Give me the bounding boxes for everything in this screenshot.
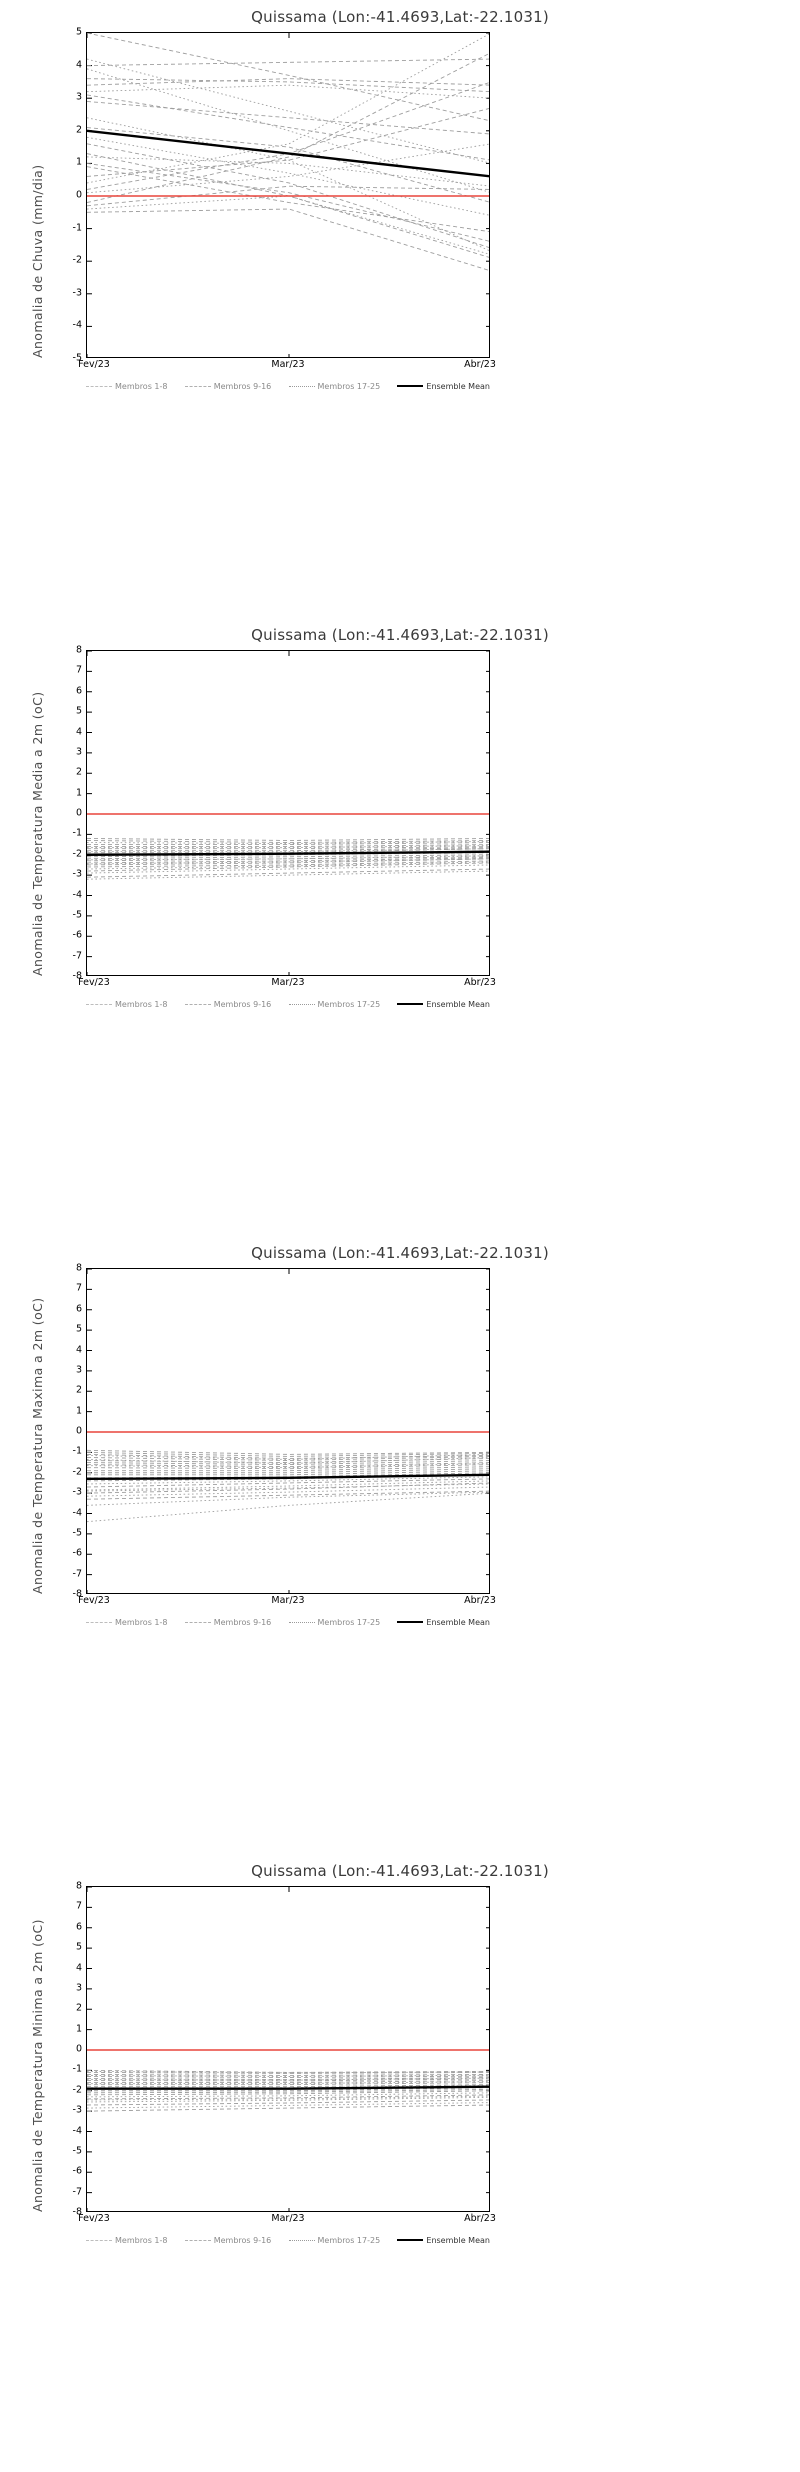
- y-axis-label: Anomalia de Chuva (mm/dia): [30, 164, 45, 358]
- y-tick-label: 1: [75, 787, 82, 799]
- legend-label: Membros 17-25: [317, 999, 381, 1009]
- legend-item-ensemble-mean: [397, 1000, 490, 1009]
- y-axis-label: Anomalia de Temperatura Minima a 2m (oC): [30, 1919, 45, 2212]
- x-tick-label: Abr/23: [464, 1595, 496, 1606]
- y-tick-label: -7: [72, 950, 82, 962]
- legend-item-membros-1-8: [86, 2236, 167, 2245]
- legend-label: Membros 9-16: [213, 381, 272, 391]
- axes-frame: [86, 32, 490, 358]
- panel-tmax-anomaly: [0, 1236, 800, 1854]
- legend-line-icon: [289, 2240, 315, 2241]
- legend-label: Membros 17-25: [317, 1617, 381, 1627]
- plot-area: [86, 32, 490, 358]
- plot-area: [86, 650, 490, 976]
- legend: [86, 2232, 490, 2248]
- y-tick-label: 8: [75, 1262, 82, 1274]
- legend-line-icon: [185, 1004, 211, 1005]
- y-tick-labels: [56, 644, 82, 982]
- y-tick-label: -4: [72, 889, 82, 900]
- y-tick-label: 4: [75, 726, 82, 737]
- legend-label: Membros 17-25: [317, 2235, 381, 2245]
- panel-tmean-anomaly: [0, 618, 800, 1236]
- y-tick-label: 7: [75, 664, 82, 676]
- legend-label: Ensemble Mean: [426, 999, 490, 1009]
- y-tick-label: 3: [75, 746, 82, 758]
- y-tick-label: -3: [72, 287, 82, 299]
- legend-item-membros-9-16: [185, 1000, 272, 1009]
- y-tick-label: 5: [75, 705, 82, 717]
- series-lines: [87, 651, 490, 976]
- x-tick-label: Mar/23: [271, 977, 305, 988]
- legend-item-membros-1-8: [86, 382, 167, 391]
- y-tick-label: 2: [75, 766, 82, 778]
- legend-line-icon: [397, 385, 423, 387]
- x-tick-labels: [78, 2212, 496, 2228]
- x-tick-label: Abr/23: [464, 2213, 496, 2224]
- y-tick-label: 6: [75, 1303, 82, 1315]
- legend-line-icon: [397, 1003, 423, 1005]
- y-tick-label: 4: [75, 59, 82, 71]
- y-tick-label: -3: [72, 1486, 82, 1498]
- legend-label: Membros 9-16: [213, 1617, 272, 1627]
- y-tick-label: 1: [75, 1405, 82, 1417]
- legend-label: Membros 9-16: [213, 2235, 272, 2245]
- legend-item-membros-1-8: [86, 1000, 167, 1009]
- y-tick-label: -3: [72, 2104, 82, 2116]
- y-tick-label: 6: [75, 1921, 82, 1933]
- y-tick-label: 1: [75, 2023, 82, 2035]
- y-tick-label: -5: [72, 2145, 82, 2157]
- y-tick-label: 7: [75, 1900, 82, 1912]
- y-axis-label: Anomalia de Temperatura Maxima a 2m (oC): [30, 1297, 45, 1594]
- x-tick-label: Fev/23: [78, 1595, 110, 1606]
- plot-area: [86, 1886, 490, 2212]
- legend-item-ensemble-mean: [397, 382, 490, 391]
- y-tick-label: -5: [72, 909, 82, 921]
- legend-line-icon: [289, 386, 315, 387]
- legend: [86, 996, 490, 1012]
- y-tick-label: 3: [75, 1364, 82, 1376]
- y-tick-label: -4: [72, 1507, 82, 1518]
- legend-label: Ensemble Mean: [426, 2235, 490, 2245]
- legend: [86, 1614, 490, 1630]
- legend-item-membros-17-25: [289, 2236, 381, 2245]
- y-tick-label: 8: [75, 1880, 82, 1892]
- y-axis-label: Anomalia de Temperatura Media a 2m (oC): [30, 691, 45, 976]
- y-tick-label: -2: [72, 1466, 82, 1478]
- legend-item-membros-17-25: [289, 1618, 381, 1627]
- legend-line-icon: [185, 386, 211, 387]
- legend-item-membros-17-25: [289, 1000, 381, 1009]
- legend-line-icon: [185, 1622, 211, 1623]
- legend-item-ensemble-mean: [397, 1618, 490, 1627]
- y-tick-label: 5: [75, 1323, 82, 1335]
- y-tick-label: -2: [72, 254, 82, 266]
- x-tick-label: Abr/23: [464, 359, 496, 370]
- y-tick-label: -5: [72, 352, 82, 364]
- series-lines: [87, 1887, 490, 2212]
- legend-line-icon: [86, 2240, 112, 2241]
- x-tick-label: Fev/23: [78, 977, 110, 988]
- legend-item-membros-17-25: [289, 382, 381, 391]
- y-tick-label: -1: [72, 2063, 82, 2075]
- legend-label: Membros 9-16: [213, 999, 272, 1009]
- legend-label: Membros 1-8: [115, 999, 168, 1009]
- y-tick-label: -6: [72, 929, 82, 941]
- series-lines: [87, 1269, 490, 1594]
- y-tick-label: 6: [75, 685, 82, 697]
- y-tick-label: 5: [75, 26, 82, 38]
- page-title: Quissama (Lon:-41.4693,Lat:-22.1031): [251, 1862, 549, 1880]
- y-tick-label: -1: [72, 1445, 82, 1457]
- y-tick-label: -4: [72, 2125, 82, 2136]
- page-title: Quissama (Lon:-41.4693,Lat:-22.1031): [251, 1244, 549, 1262]
- legend-label: Membros 17-25: [317, 381, 381, 391]
- y-tick-label: -6: [72, 2165, 82, 2177]
- y-tick-label: -5: [72, 1527, 82, 1539]
- legend-line-icon: [86, 386, 112, 387]
- series-lines: [87, 33, 490, 358]
- x-tick-label: Mar/23: [271, 1595, 305, 1606]
- y-tick-label: 3: [75, 91, 82, 103]
- x-tick-labels: [78, 1594, 496, 1610]
- y-tick-label: -3: [72, 868, 82, 880]
- page-title: Quissama (Lon:-41.4693,Lat:-22.1031): [251, 626, 549, 644]
- y-tick-label: 2: [75, 2002, 82, 2014]
- legend-item-membros-9-16: [185, 382, 272, 391]
- y-tick-label: -8: [72, 2206, 82, 2218]
- x-tick-label: Fev/23: [78, 2213, 110, 2224]
- legend-item-ensemble-mean: [397, 2236, 490, 2245]
- legend-label: Ensemble Mean: [426, 381, 490, 391]
- axes-frame: [86, 650, 490, 976]
- x-tick-labels: [78, 976, 496, 992]
- y-tick-label: -1: [72, 222, 82, 234]
- y-tick-label: 0: [75, 189, 82, 201]
- legend-line-icon: [397, 2239, 423, 2241]
- y-tick-label: -7: [72, 1568, 82, 1580]
- panel-precip-anomaly: [0, 0, 800, 618]
- plot-area: [86, 1268, 490, 1594]
- legend: [86, 378, 490, 394]
- x-tick-label: Mar/23: [271, 2213, 305, 2224]
- axes-frame: [86, 1268, 490, 1594]
- legend-line-icon: [86, 1622, 112, 1623]
- legend-label: Membros 1-8: [115, 381, 168, 391]
- legend-label: Membros 1-8: [115, 2235, 168, 2245]
- y-tick-label: 4: [75, 1962, 82, 1973]
- y-tick-label: 4: [75, 1344, 82, 1355]
- y-tick-label: -2: [72, 2084, 82, 2096]
- y-tick-label: 0: [75, 807, 82, 819]
- panel-tmin-anomaly: [0, 1854, 800, 2472]
- legend-item-membros-9-16: [185, 2236, 272, 2245]
- y-tick-label: 2: [75, 1384, 82, 1396]
- y-tick-label: -8: [72, 1588, 82, 1600]
- axes-frame: [86, 1886, 490, 2212]
- y-tick-label: -7: [72, 2186, 82, 2198]
- x-tick-label: Fev/23: [78, 359, 110, 370]
- legend-line-icon: [289, 1622, 315, 1623]
- y-tick-label: -4: [72, 319, 82, 331]
- y-tick-labels: [56, 1262, 82, 1600]
- legend-item-membros-9-16: [185, 1618, 272, 1627]
- x-tick-label: Mar/23: [271, 359, 305, 370]
- legend-line-icon: [397, 1621, 423, 1623]
- y-tick-label: -6: [72, 1547, 82, 1559]
- y-tick-label: -8: [72, 970, 82, 982]
- y-tick-label: 8: [75, 644, 82, 656]
- y-tick-label: 2: [75, 124, 82, 136]
- legend-line-icon: [289, 1004, 315, 1005]
- x-tick-label: Abr/23: [464, 977, 496, 988]
- y-tick-label: 0: [75, 1425, 82, 1437]
- y-tick-label: 1: [75, 156, 82, 168]
- legend-line-icon: [86, 1004, 112, 1005]
- y-tick-labels: [56, 1880, 82, 2218]
- y-tick-label: -2: [72, 848, 82, 860]
- page-title: Quissama (Lon:-41.4693,Lat:-22.1031): [251, 8, 549, 26]
- legend-item-membros-1-8: [86, 1618, 167, 1627]
- y-tick-label: 3: [75, 1982, 82, 1994]
- y-tick-label: 0: [75, 2043, 82, 2055]
- y-tick-labels: [56, 26, 82, 364]
- y-tick-label: -1: [72, 827, 82, 839]
- legend-line-icon: [185, 2240, 211, 2241]
- legend-label: Ensemble Mean: [426, 1617, 490, 1627]
- y-tick-label: 5: [75, 1941, 82, 1953]
- y-tick-label: 7: [75, 1282, 82, 1294]
- x-tick-labels: [78, 358, 496, 374]
- legend-label: Membros 1-8: [115, 1617, 168, 1627]
